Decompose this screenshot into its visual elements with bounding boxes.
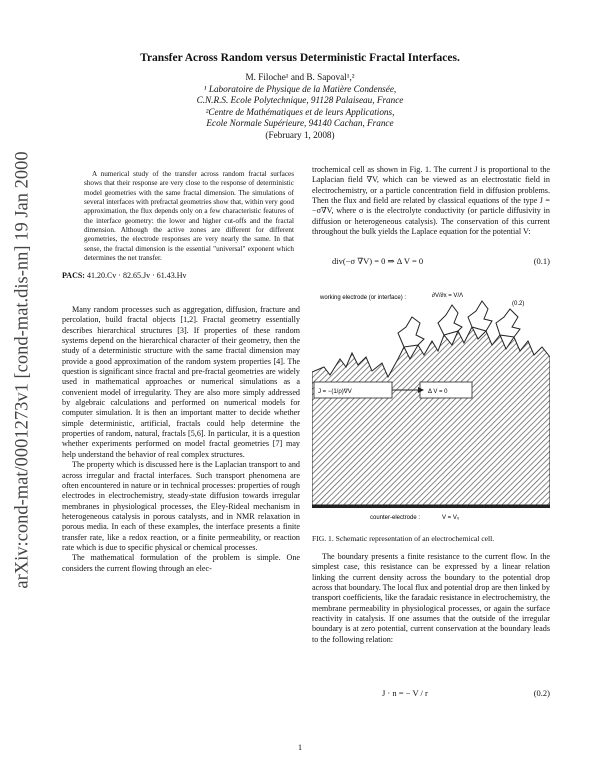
equation-number-2: (0.2) bbox=[533, 688, 550, 698]
paper-title: Transfer Across Random versus Deterministic Fractal Interfaces. bbox=[140, 52, 460, 64]
arxiv-identifier: arXiv:cond-mat/0001273v1 [cond-mat.dis-nn] 19 Jan 2000 bbox=[12, 151, 33, 589]
electrochemical-cell-diagram bbox=[312, 287, 550, 532]
abstract: A numerical study of the transfer across random fractal surfaces shows that their response are very close to the response of deterministic model geometries with the same fractal dimension. The simulations of several interfaces with prefractal geometries show that, within very good approximation, the flux depends only on a few characteristic features of the interface geometry: the lower and higher cut-offs and the fractal dimension. Although the active zones are different for different geometries, the electrode responses are very nearly the same. In that sense, the fractal dimension is the essential "universal" exponent which determines the net transfer. bbox=[84, 170, 294, 263]
paragraph-3: The mathematical formulation of the problem is simple. One considers the current flowing through an elec- bbox=[62, 553, 300, 573]
boundary-condition-number: (0.2) bbox=[512, 301, 525, 307]
working-electrode-label: working electrode (or interface) : bbox=[320, 295, 407, 301]
paragraph-right-2: The boundary presents a finite resistance to the current flow. In the simplest case, this resistance can be expressed by a linear relation linking the current density across the boundary to the potential drop across that boundary. The local flux and potential drop are then linked by transport coefficients, like the faradaic resistance in electrochemistry, the membrane permeability in physiological processes, or again the surface reactivity in catalysis. If one assumes that the outside of the irregular boundary is at zero potential, current conservation at the boundary leads to the following relation: bbox=[312, 552, 550, 644]
affiliation-1b: C.N.R.S. Ecole Polytechnique, 91128 Palaiseau, France bbox=[196, 95, 404, 105]
pacs-line bbox=[62, 271, 187, 280]
paragraph-1: Many random processes such as aggregation, diffusion, fracture and percolation, build fractal objects [1,2]. Fractal geometry essentially describes hierarchical structures [3]. If properties of these random systems depend on the hierarchical character of their geometry, then the study of a deterministic structure with the same fractal dimension may provide a good approximation of the random system properties [4]. The question is significant since fractal and pre-fractal geometries are widely used in mathematical approaches or numerical simulations as a convenient model of irregularity. They are also more simply addressed by algebraic calculations and performed on numerical models for computer simulation. It is then an important matter to decide whether simple deterministic, artificial, fractals could help determine the properties of random, natural, fractals [5,6]. In particular, it is a question whether experiments performed on model fractal geometries [7] may help understand the behavior of real complex structures. bbox=[62, 305, 300, 459]
pacs-codes: 41.20.Cv · 82.65.Jv · 61.43.Hv bbox=[86, 271, 187, 280]
author-block bbox=[60, 72, 540, 141]
equation-laplace: div(−σ ∇V) = 0 ⇒ Δ V = 0 bbox=[332, 256, 424, 266]
author-names: M. Filoche¹ and B. Sapoval¹,² bbox=[245, 72, 355, 82]
laplace-label: Δ V = 0 bbox=[428, 389, 448, 395]
counter-potential-label: V = V₀ bbox=[442, 515, 460, 521]
left-column bbox=[62, 305, 300, 574]
flux-label: J = −(1/ρ)∇V bbox=[318, 389, 352, 395]
figure-1 bbox=[312, 287, 550, 532]
page-number: 1 bbox=[297, 742, 303, 752]
paper-date: (February 1, 2008) bbox=[265, 129, 335, 140]
paragraph-right-1: trochemical cell as shown in Fig. 1. The current J is proportional to the Laplacian field ∇V, which can be viewed as an electrostatic field in electrochemistry, or a particle concentration field in diffusion problems. Then the flux and field are related by classical equations of the type J = −σ∇V, where σ is the electrolyte conductivity (or particle diffusivity in diffusion or heterogeneous catalysis). The conservation of this current throughout the bulk yields the Laplace equation for the potential V: bbox=[312, 165, 550, 237]
equation-number: (0.1) bbox=[533, 256, 550, 266]
counter-electrode-bar bbox=[312, 505, 550, 508]
affiliation-2b: Ecole Normale Supérieure, 94140 Cachan, France bbox=[206, 118, 394, 128]
figure-caption: FIG. 1. Schematic representation of an electrochemical cell. bbox=[312, 534, 495, 543]
right-column-bottom bbox=[312, 552, 550, 645]
pacs-label: PACS: bbox=[62, 271, 85, 280]
paragraph-2: The property which is discussed here is the Laplacian transport to and across irregular and fractal interfaces. Such transport phenomena are often encountered in nature or in technical processes: properties of rough electrodes in electrochemistry, steady-state diffusion towards irregular membranes in physiological processes, the Eley-Rideal mechanism in heterogeneous catalysis in porous catalysts, and in NMR relaxation in porous media. In each of these examples, the interface presents a finite transfer rate, like a redox reaction, or a finite permeability, or reaction rate which is due to specific physical or chemical processes. bbox=[62, 460, 300, 552]
right-column-top bbox=[312, 165, 550, 237]
arxiv-sidebar bbox=[8, 150, 38, 590]
boundary-condition-label: ∂V/∂x = V/Λ bbox=[432, 293, 464, 299]
counter-electrode-label: counter-electrode : bbox=[370, 515, 421, 521]
affiliation-1a: ¹ Laboratoire de Physique de la Matière Condensée, bbox=[203, 83, 397, 94]
affiliation-2a: ²Centre de Mathématiques et de leurs Applications, bbox=[205, 106, 395, 117]
equation-boundary: J · n = − V / r bbox=[382, 688, 428, 698]
